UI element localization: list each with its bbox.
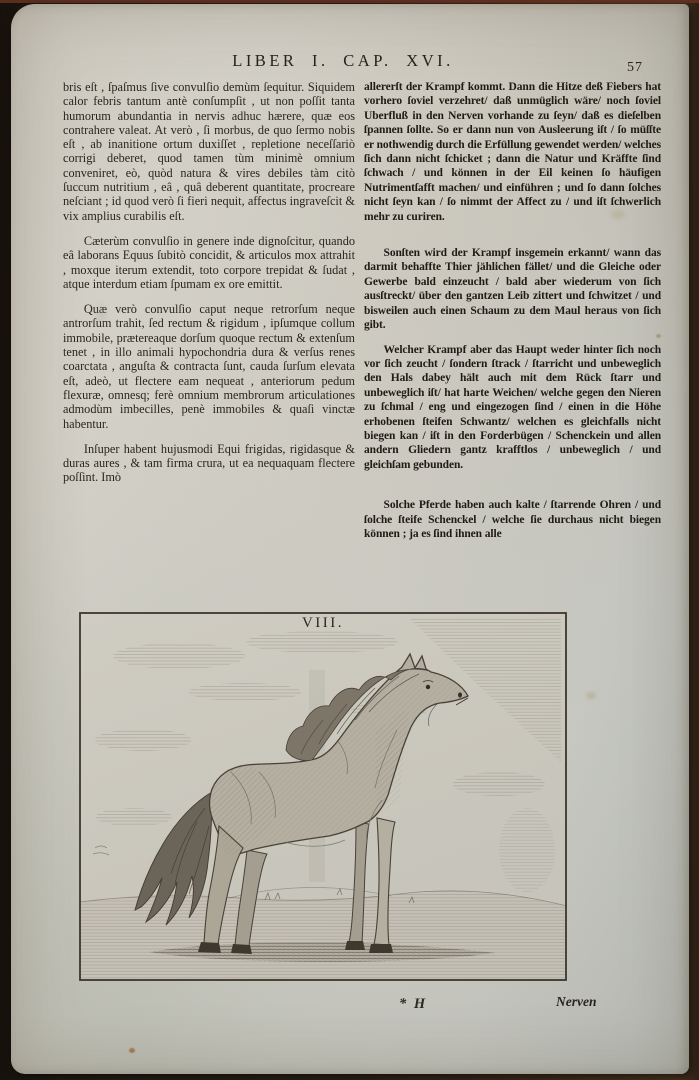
- book-page: [11, 4, 689, 1074]
- latin-paragraph: bris eſt , ſpaſmus ſive convulſio demùm ſequitur. Siquidem calor febris tantum antè conſumpſit , ut non poſſit tanta humorum abundantia in nervis adhuc hærere, quæ eos contrahere valeat. At verò , ſi morbus, de quo ſermo nobis eſt , ab inanitione ortum duxiſſet , repletione neceſſariò corrigi deberet, quod tamen tùm minimè omnium conveniret, eò, quòd natura & vires debiles tàm citò ſuccum nutritium , eâ , quâ deberent quantitate, procreare neſciant ; id quod verò ſi fieri nequit, affectus ingraveſcit & vix amplius curabilis eſt.: [63, 80, 355, 223]
- latin-paragraph: Quæ verò convulſio caput neque retrorſum neque antrorſum trahit, ſed rectum & rigidum , ipſumque collum immobile, prætereaque dorſum quoque rectum & extenſum tenet , in illo animali hypochondria dura & verſus renes coarctata , anguſta & contracta ſunt, cauda ſurſum elevata eſt, adeò, ut flectere eam nequeat , anteriorum pedum flexuræ, omnesq; ferè omnium membrorum articulationes admodùm imbecilles, penè immobiles & quaſi vinctæ habentur.: [63, 302, 355, 431]
- foxing-stain: [586, 692, 596, 699]
- running-header: LIBER I. CAP. XVI.: [232, 51, 454, 70]
- german-paragraph: Solche Pferde haben auch kalte / ſtarrende Ohren / und ſolche ſteife Schenckel / welche ſie durchaus nicht biegen können ; ja es ſind ihnen alle: [364, 499, 661, 540]
- left-column-latin: [63, 80, 355, 610]
- foxing-stain: [129, 1048, 135, 1053]
- text-columns: [63, 80, 661, 610]
- german-paragraph: allererſt der Krampf kommt. Dann die Hitze deß Fiebers hat vorhero ſoviel verzehret/ daß unmüglich wäre/ noch ſoviel Uberfluß in den Nerven vorhande zu ſeyn/ daß es dieſelben ſpannen ſollte. So er dann nun von Ausleerung iſt / ſo müſſte er nothwendig durch die Erfüllung gewendet werden/ welches ſich dann nicht ſchicket ; dann die Natur und Kräffte ſind ſchwach / und können in der Eil keinen ſo häufigen Nutrimentſafft machen/ und einführen ; und ſo dann ſolches nicht ſeyn kan / ſo nimmt der Affect zu / und iſt ſchwerlich mehr zu curiren.: [364, 81, 661, 223]
- horse-engraving-plate: [79, 612, 567, 981]
- latin-paragraph: Cæterùm convulſio in genere inde dignoſcitur, quando eâ laborans Equus ſubitò concidit, & articulos mox attrahit , moxque iterum extendit, toto corpore trepidat & ſudat , atque interdum etiam ſpumam ex ore emittit.: [63, 233, 355, 291]
- right-column-german: [364, 80, 661, 610]
- page-number: 57: [627, 60, 643, 75]
- latin-paragraph: Inſuper habent hujusmodi Equi frigidas, rigidasque & duras aures , & tam firma crura, ut ea nequaquam flectere poſſint. Imò: [63, 441, 355, 485]
- german-paragraph: Sonſten wird der Krampf insgemein erkannt/ wann das darmit behaffte Thier jählichen fället/ und die Gleiche oder Gewerbe bald einzeucht / bald aber wiederum von ſich ausſtreckt/ über den gantzen Leib zittert und ſchwitzet / und bisweilen auch einen Schaum zu dem Maul heraus von ſich gibt.: [364, 247, 661, 332]
- figure-label: VIII.: [301, 615, 345, 631]
- margin-scribble: [93, 846, 109, 855]
- horse-engraving: [79, 612, 567, 981]
- german-paragraph: Welcher Krampf aber das Haupt weder hinter ſich noch vor ſich zeucht / ſondern ſtrack / ſtarricht und unbeweglich den Hals dabey hält auch mit dem Rück ſtarr und unbeweglich iſt/ hat harte Weichen/ welche gegen den Nieren zu ſchmal / eng und eingezogen ſind / einen in die Höhe erhobenen ſteifen Schwantz/ welchen es gleichfalls nicht biegen kan / iſt in den Forderbügen / Schenckein und allen andern Gliedern gantz krafftlos / unbeweglich / und gleichſam gebunden.: [364, 343, 661, 471]
- photo-backdrop-edge: [0, 0, 699, 3]
- signature-mark: * H: [399, 996, 428, 1012]
- catchword: Nerven: [556, 994, 597, 1009]
